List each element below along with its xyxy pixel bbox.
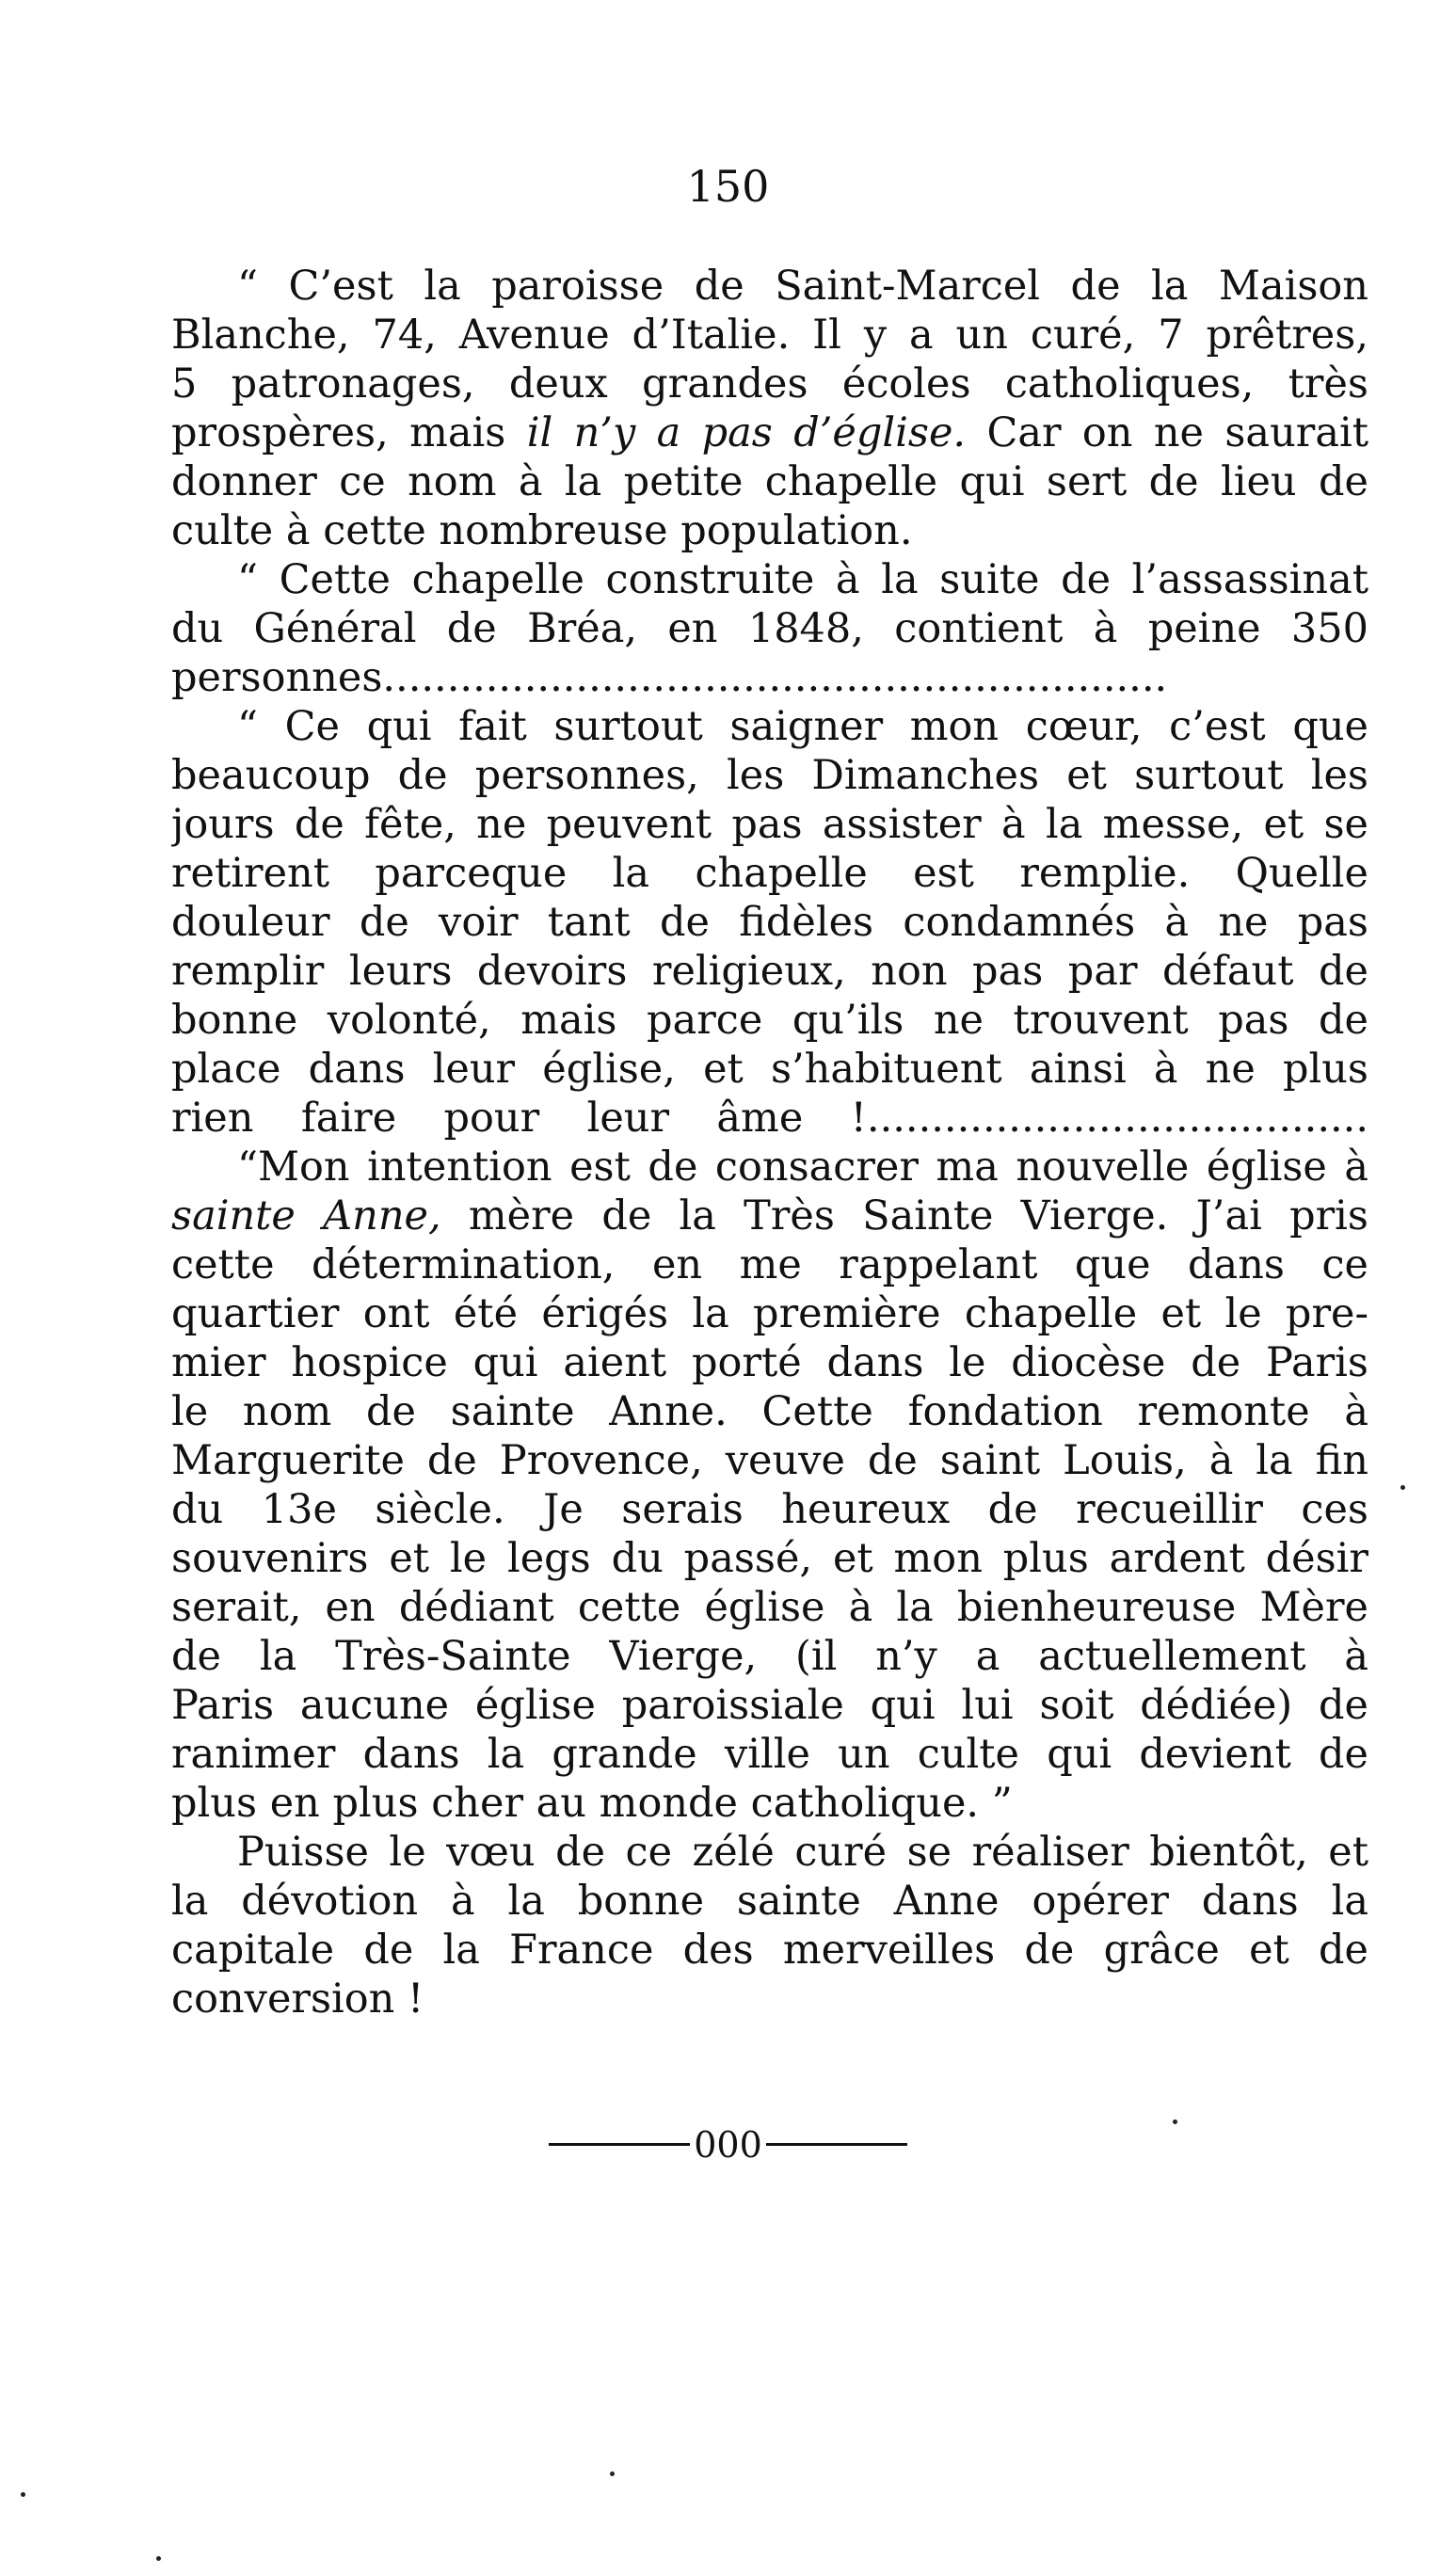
text-line: Blanche, 74, Avenue d’Italie. Il y a un curé, 7 prêtres,	[171, 312, 1368, 359]
ornament-rule-left	[549, 2143, 690, 2146]
text-line: Marguerite de Provence, veuve de saint Louis, à la fin	[171, 1437, 1368, 1484]
text-line: jours de fête, ne peuvent pas assister à la messe, et se	[171, 801, 1368, 848]
text-line: le nom de sainte Anne. Cette fondation remonte à	[171, 1388, 1368, 1435]
italic-phrase: il n’y a pas d’église.	[526, 409, 967, 456]
text-line: capitale de la France des merveilles de grâce et de	[171, 1927, 1368, 1974]
text-line: ranimer dans la grande ville un culte qui devient de	[171, 1731, 1368, 1778]
text-line: conversion !	[171, 1975, 424, 2023]
ornament-mark: 000	[694, 2123, 762, 2166]
end-ornament	[0, 2118, 1456, 2168]
text-line: du Général de Bréa, en 1848, contient à peine 350	[171, 605, 1368, 652]
text-line: souvenirs et le legs du passé, et mon plus ardent désir	[171, 1535, 1368, 1582]
text-line: “ C’est la paroisse de Saint-Marcel de la Maison	[237, 263, 1368, 310]
ornament-rule-right	[766, 2143, 907, 2146]
page-number: 150	[686, 161, 770, 212]
paper-speck	[1173, 2119, 1177, 2124]
text-line: beaucoup de personnes, les Dimanches et surtout les	[171, 752, 1368, 799]
text-line: quartier ont été érigés la première chapelle et le pre-	[171, 1290, 1368, 1337]
paper-speck	[610, 2471, 615, 2476]
text-line: bonne volonté, mais parce qu’ils ne trouvent pas de	[171, 997, 1368, 1044]
text-line: douleur de voir tant de fidèles condamnés à ne pas	[171, 899, 1368, 946]
text-line: donner ce nom à la petite chapelle qui sert de lieu de	[171, 458, 1368, 505]
text-line: plus en plus cher au monde catholique. ”	[171, 1780, 1013, 1827]
text-line: “ Ce qui fait surtout saigner mon cœur, c’est que	[237, 703, 1368, 750]
body-text	[171, 262, 1368, 2023]
text-line: serait, en dédiant cette église à la bienheureuse Mère	[171, 1584, 1368, 1631]
text-line: place dans leur église, et s’habituent ainsi à ne plus	[171, 1046, 1368, 1093]
text-line: personnes.............................................................	[171, 654, 1168, 701]
text-line: rien faire pour leur âme !.......................................	[171, 1095, 1368, 1142]
text-line: prospères, mais il n’y a pas d’église. Car on ne saurait	[171, 409, 1368, 456]
text-line: “ Cette chapelle construite à la suite de l’assassinat	[237, 556, 1368, 603]
paper-speck	[1400, 1485, 1405, 1490]
text-line: cette détermination, en me rappelant que dans ce	[171, 1241, 1368, 1288]
italic-phrase: sainte Anne,	[171, 1192, 441, 1240]
text-line: remplir leurs devoirs religieux, non pas par défaut de	[171, 948, 1368, 995]
text-line: la dévotion à la bonne sainte Anne opérer dans la	[171, 1878, 1368, 1925]
text-line: 5 patronages, deux grandes écoles catholiques, très	[171, 360, 1368, 408]
text-line: de la Très-Sainte Vierge, (il n’y a actuellement à	[171, 1633, 1368, 1680]
paper-speck	[21, 2492, 25, 2497]
text-line: Puisse le vœu de ce zélé curé se réaliser bientôt, et	[237, 1829, 1368, 1876]
text-line: culte à cette nombreuse population.	[171, 507, 913, 554]
text-line: sainte Anne, mère de la Très Sainte Vierge. J’ai pris	[171, 1192, 1368, 1240]
text-line: “Mon intention est de consacrer ma nouvelle église à	[237, 1144, 1368, 1191]
text-line: du 13e siècle. Je serais heureux de recueillir ces	[171, 1486, 1368, 1533]
paper-speck	[156, 2556, 161, 2561]
text-line: retirent parceque la chapelle est remplie. Quelle	[171, 850, 1368, 897]
text-line: Paris aucune église paroissiale qui lui soit dédiée) de	[171, 1682, 1368, 1729]
text-line: mier hospice qui aient porté dans le diocèse de Paris	[171, 1339, 1368, 1386]
